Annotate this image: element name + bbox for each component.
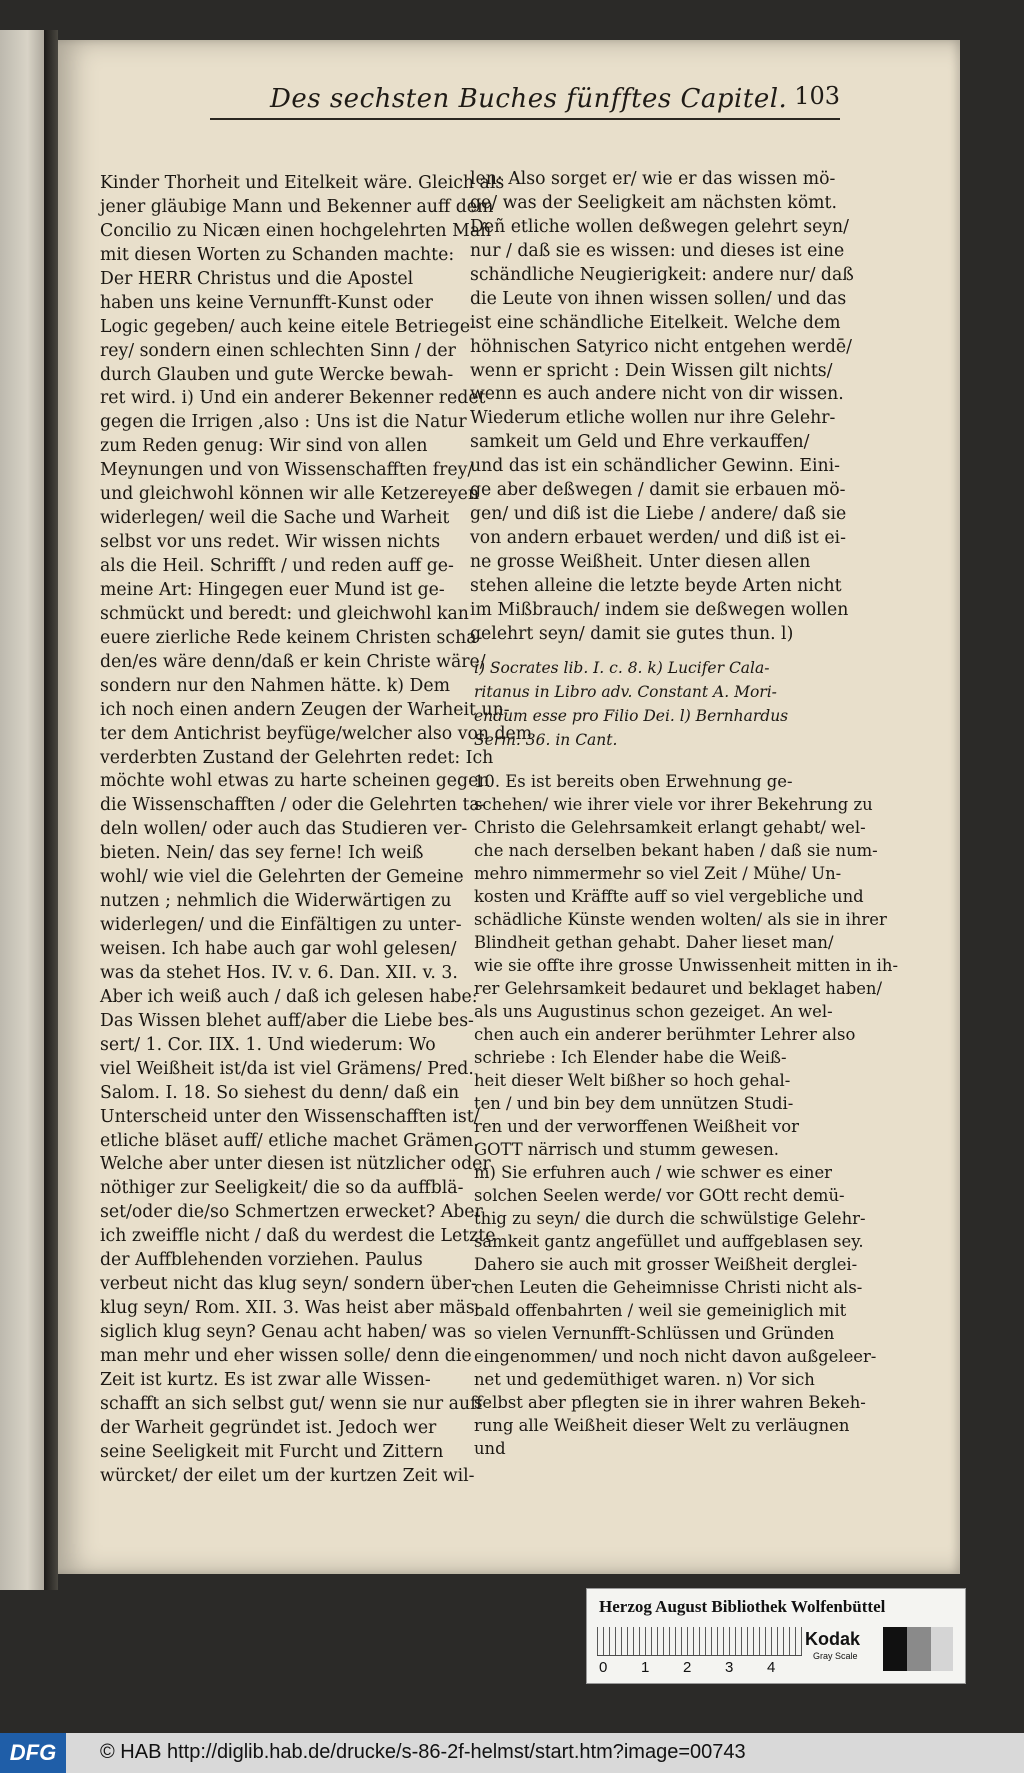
text-line: stehen alleine die letzte beyde Arten nicht (470, 575, 842, 596)
text-line: Der HERR Christus und die Apostel (100, 268, 414, 289)
text-line: Welche aber unter diesen ist nützlicher oder (100, 1154, 491, 1175)
text-line: schmückt und beredt: und gleichwohl kan (100, 603, 469, 624)
footnote-line: i) Socrates lib. I. c. 8. k) Lucifer Cala- (474, 659, 770, 677)
text-line: ge aber deßwegen / damit sie erbauen mö- (470, 480, 846, 501)
text-line: so vielen Vernunfft-Schlüssen und Gründen (474, 1324, 835, 1343)
text-line: che nach derselben bekant haben / daß sie num- (474, 841, 878, 860)
text-line: wie sie offte ihre grosse Unwissenheit mitten in ih- (474, 956, 899, 975)
footnote-line: ritanus in Libro adv. Constant A. Mori- (474, 683, 777, 701)
text-line: ne grosse Weißheit. Unter diesen allen (470, 552, 811, 572)
text-line: von andern erbauet werden/ und diß ist ei- (470, 528, 846, 549)
text-line: ter dem Antichrist beyfüge/welcher also von dem (100, 723, 533, 744)
text-line: ten / und bin bey dem unnützen Studi- (474, 1094, 794, 1113)
text-line: wohl/ wie viel die Gelehrten der Gemeine (100, 867, 464, 888)
text-line: euere zierliche Rede keinem Christen scha- (100, 627, 483, 648)
text-line: gegen die Irrigen ,also : Uns ist die Natur (100, 412, 467, 433)
text-line: zum Reden genug: Wir sind von allen (100, 436, 428, 457)
text-line: würcket/ der eilet um der kurtzen Zeit wil- (100, 1465, 475, 1486)
text-line: Deñ etliche wollen deßwegen gelehrt seyn/ (470, 216, 850, 237)
text-line: die Wissenschafften / oder die Gelehrten ta- (100, 795, 486, 816)
text-line: ret wird. i) Und ein anderer Bekenner redet (100, 388, 486, 409)
text-line: Logic gegeben/ auch keine eitele Betriege- (100, 316, 476, 337)
running-head: Des sechsten Buches fünfftes Capitel. (270, 84, 788, 114)
text-line: gelehrt seyn/ damit sie gutes thun. l) (470, 623, 794, 644)
text-line: ren und der verworffenen Weißheit vor (474, 1117, 799, 1136)
ruler-number: 1 (641, 1659, 650, 1676)
text-line: set/oder die/so Schmertzen erwecket? Aber (100, 1202, 483, 1223)
page-header (210, 78, 840, 120)
text-line: len: Also sorget er/ wie er das wissen mö- (470, 169, 836, 189)
book-gutter (44, 30, 58, 1590)
text-line: wenn es auch andere nicht von dir wissen. (470, 384, 844, 405)
text-line: man mehr und eher wissen solle/ denn die (100, 1345, 472, 1366)
text-line: ich zweiffle nicht / daß du werdest die Letzte (100, 1226, 496, 1247)
text-line: höhnischen Satyrico nicht entgehen werdē/ (470, 336, 852, 357)
left-text-column (100, 172, 533, 1489)
ruler-number: 2 (683, 1659, 692, 1676)
text-line: etliche bläset auff/ etliche machet Grämen. (100, 1130, 479, 1151)
footnotes (474, 656, 830, 752)
scale-ruler (597, 1627, 802, 1656)
text-line: schädliche Künste wenden wolten/ als sie in ihrer (474, 910, 887, 929)
dfg-logo: DFG (0, 1733, 66, 1773)
text-line: nur / daß sie es wissen: und dieses ist eine (470, 240, 845, 261)
right-text-column-top (470, 168, 854, 647)
text-line: schriebe : Ich Elender habe die Weiß- (474, 1048, 787, 1067)
text-line: Blindheit gethan gehabt. Daher lieset man/ (474, 933, 834, 952)
text-line: samkeit gantz angefüllet und auffgeblasen sey. (474, 1232, 864, 1251)
text-line: chen Leuten die Geheimnisse Christi nicht als- (474, 1278, 863, 1297)
text-line: rer Gelehrsamkeit bedauret und beklaget haben/ (474, 979, 882, 998)
text-line: verbeut nicht das klug seyn/ sondern über- (100, 1274, 477, 1295)
kodak-logo: Kodak (805, 1629, 861, 1649)
text-line: Christo die Gelehrsamkeit erlangt gehabt/ wel- (474, 818, 866, 837)
text-line: chen auch ein anderer berühmter Lehrer also (474, 1025, 856, 1044)
text-line: ich noch einen andern Zeugen der Warheit un- (100, 699, 510, 720)
text-line: selbst aber pflegten sie in ihrer wahren Bekeh- (474, 1393, 866, 1412)
gray-swatch (907, 1627, 931, 1671)
text-line: weisen. Ich habe auch gar wohl gelesen/ (100, 939, 457, 959)
text-line: Wiederum etliche wollen nur ihre Gelehr- (470, 408, 836, 429)
text-line: Salom. I. 18. So siehest du denn/ daß ein (100, 1082, 460, 1103)
text-line: als die Heil. Schrifft / und reden auff ge- (100, 556, 454, 576)
footnote-line: Serm. 36. in Cant. (474, 731, 618, 749)
text-line: rung alle Weißheit dieser Welt zu verläugnen (474, 1416, 850, 1435)
text-line: seine Seeligkeit mit Furcht und Zittern (100, 1441, 444, 1462)
text-line: 10. Es ist bereits oben Erwehnung ge- (474, 772, 793, 791)
text-line: sondern nur den Nahmen hätte. k) Dem (100, 675, 451, 696)
text-line: mit diesen Worten zu Schanden machte: (100, 244, 455, 265)
gray-scale-label: Gray Scale (813, 1651, 858, 1661)
text-line: was da stehet Hos. IV. v. 6. Dan. XII. v. 3. (100, 962, 458, 983)
text-line: m) Sie erfuhren auch / wie schwer es einer (474, 1163, 833, 1182)
text-line: und gleichwohl können wir alle Ketzereyen (100, 484, 480, 505)
text-line: im Mißbrauch/ indem sie deßwegen wollen (470, 599, 849, 620)
text-line: siglich klug seyn? Genau acht haben/ was (100, 1322, 467, 1342)
text-line: solchen Seelen werde/ vor GOtt recht demü- (474, 1186, 845, 1205)
text-line: meine Art: Hingegen euer Mund ist ge- (100, 579, 445, 600)
text-line: schehen/ wie ihrer viele vor ihrer Bekehrung zu (474, 795, 873, 814)
text-line: der Warheit gegründet ist. Jedoch wer (100, 1417, 437, 1438)
text-line: GOTT närrisch und stumm gewesen. (474, 1140, 779, 1159)
text-line: als uns Augustinus schon gezeiget. An wel- (474, 1002, 833, 1021)
text-line: ge/ was der Seeligkeit am nächsten kömt. (470, 192, 837, 213)
color-target-card (586, 1588, 966, 1684)
text-line: Meynungen und von Wissenschafften frey/ (100, 460, 474, 481)
text-line: der Auffblehenden vorziehen. Paulus (100, 1250, 423, 1271)
ruler-number: 3 (725, 1659, 734, 1676)
text-line: durch Glauben und gute Wercke bewah- (100, 364, 454, 385)
black-swatch (883, 1627, 907, 1671)
text-line: schändliche Neugierigkeit: andere nur/ daß (470, 264, 854, 285)
text-line: sert/ 1. Cor. IIX. 1. Und wiederum: Wo (100, 1034, 436, 1055)
text-line: samkeit um Geld und Ehre verkauffen/ (470, 432, 810, 453)
text-line: kosten und Kräffte auff so viel vergebliche und (474, 887, 864, 906)
text-line: wenn er spricht : Dein Wissen gilt nichts/ (470, 360, 833, 381)
text-line: mehro nimmermehr so viel Zeit / Mühe/ Un- (474, 864, 842, 883)
text-line: rey/ sondern einen schlechten Sinn / der (100, 340, 456, 361)
text-line: haben uns keine Vernunfft-Kunst oder (100, 292, 433, 313)
text-line: möchte wohl etwas zu harte scheinen gegen (100, 771, 490, 792)
text-line: deln wollen/ oder auch das Studieren ver- (100, 819, 468, 840)
text-line: nutzen ; nehmlich die Widerwärtigen zu (100, 891, 452, 912)
text-line: viel Weißheit ist/da ist viel Grämens/ Pred. (100, 1058, 474, 1079)
text-line: und das ist ein schändlicher Gewinn. Eini- (470, 456, 841, 477)
text-line: widerlegen/ und die Einfältigen zu unter- (100, 915, 462, 936)
text-line: selbst vor uns redet. Wir wissen nichts (100, 532, 441, 553)
text-line: bieten. Nein/ das sey ferne! Ich weiß (100, 843, 424, 864)
right-text-column-bottom (474, 770, 899, 1460)
citation-link[interactable]: © HAB http://diglib.hab.de/drucke/s-86-2f-helmst/start.htm?image=00743 (100, 1741, 746, 1763)
text-line: eingenommen/ und noch nicht davon außgeleer- (474, 1347, 877, 1366)
text-line: und (474, 1439, 506, 1458)
text-line: Das Wissen blehet auff/aber die Liebe bes- (100, 1010, 474, 1031)
text-line: ist eine schändliche Eitelkeit. Welche dem (470, 312, 841, 333)
facing-page-edge (0, 30, 50, 1590)
library-label: Herzog August Bibliothek Wolfenbüttel (599, 1597, 886, 1616)
text-line: thig zu seyn/ die durch die schwülstige Gelehr- (474, 1209, 866, 1228)
text-line: jener gläubige Mann und Bekenner auff dem (100, 196, 494, 217)
ruler-number: 0 (599, 1659, 608, 1676)
text-line: Zeit ist kurtz. Es ist zwar alle Wissen- (100, 1369, 431, 1390)
ruler-number: 4 (767, 1659, 776, 1676)
text-line: Dahero sie auch mit grosser Weißheit derglei- (474, 1255, 858, 1274)
text-line: heit dieser Welt bißher so hoch gehal- (474, 1071, 791, 1090)
text-line: Unterscheid unter den Wissenschafften ist/ (100, 1106, 480, 1127)
text-line: klug seyn/ Rom. XII. 3. Was heist aber mäs- (100, 1298, 481, 1319)
text-line: nöthiger zur Seeligkeit/ die so da auffblä- (100, 1178, 464, 1199)
light-gray-swatch (931, 1627, 953, 1671)
text-line: widerlegen/ weil die Sache und Warheit (100, 508, 450, 529)
text-line: net und gedemüthiget waren. n) Vor sich (474, 1370, 815, 1389)
text-line: den/es wäre denn/daß er kein Christe wäre/ (100, 651, 486, 672)
text-line: Aber ich weiß auch / daß ich gelesen habe: (100, 986, 478, 1007)
footer-bar (0, 1733, 1024, 1773)
footnote-line: endum esse pro Filio Dei. l) Bernhardus (474, 707, 789, 725)
text-line: bald offenbahrten / weil sie gemeiniglich mit (474, 1301, 847, 1320)
text-line: gen/ und diß ist die Liebe / andere/ daß sie (470, 504, 847, 525)
text-line: verderbten Zustand der Gelehrten redet: Ich (100, 747, 494, 768)
text-line: Kinder Thorheit und Eitelkeit wäre. Gleich als (100, 173, 505, 193)
text-line: die Leute von ihnen wissen sollen/ und das (470, 288, 847, 309)
text-line: Concilio zu Nicæn einen hochgelehrten Mañ (100, 220, 492, 241)
text-line: schafft an sich selbst gut/ wenn sie nur auff (100, 1393, 483, 1414)
page-number: 103 (794, 82, 840, 110)
